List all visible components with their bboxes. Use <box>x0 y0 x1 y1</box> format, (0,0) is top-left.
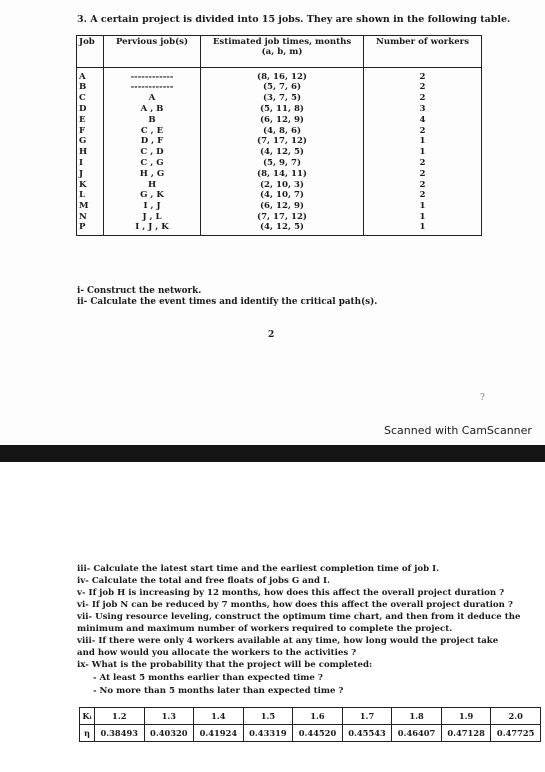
workers-cell: 2 <box>364 93 482 104</box>
jobs-table <box>76 35 482 236</box>
job-cell: K <box>77 179 104 190</box>
times-cell: (5, 11, 8) <box>201 104 364 115</box>
table-row <box>77 190 482 201</box>
eta-value-cell: 0.40320 <box>144 725 194 742</box>
table-row <box>77 147 482 158</box>
instruction-2: ii- Calculate the event times and identify the critical path(s). <box>77 297 378 307</box>
table-row <box>77 93 482 104</box>
workers-cell: 2 <box>364 125 482 136</box>
stray-mark: ? <box>480 393 485 403</box>
times-cell: (4, 12, 5) <box>201 222 364 236</box>
workers-cell: 2 <box>364 68 482 83</box>
eta-label: η <box>80 725 95 742</box>
header-previous-jobs: Pervious job(s) <box>104 36 201 68</box>
table-row <box>77 136 482 147</box>
workers-cell: 3 <box>364 104 482 115</box>
table-row <box>77 82 482 93</box>
k-label: Kᵢ <box>80 708 95 725</box>
job-cell: E <box>77 114 104 125</box>
times-cell: (7, 17, 12) <box>201 212 364 223</box>
job-cell: F <box>77 125 104 136</box>
probability-table <box>79 707 541 742</box>
job-cell: I <box>77 158 104 169</box>
job-cell: M <box>77 201 104 212</box>
prev-cell: G , K <box>104 190 201 201</box>
question-vii-cont: minimum and maximum number of workers required to complete the project. <box>77 624 453 634</box>
k-value-cell: 1.3 <box>144 708 194 725</box>
job-cell: H <box>77 147 104 158</box>
workers-cell: 2 <box>364 82 482 93</box>
table-row <box>77 158 482 169</box>
header-estimated-times <box>201 36 364 68</box>
job-cell: D <box>77 104 104 115</box>
prev-cell: D , F <box>104 136 201 147</box>
header-job: Job <box>77 36 104 68</box>
job-cell: A <box>77 68 104 83</box>
job-cell: C <box>77 93 104 104</box>
job-cell: G <box>77 136 104 147</box>
eta-value-cell: 0.45543 <box>342 725 392 742</box>
prev-cell: I , J , K <box>104 222 201 236</box>
prev-cell: H <box>104 179 201 190</box>
question-title: 3. A certain project is divided into 15 jobs. They are shown in the following table. <box>77 14 511 25</box>
instruction-1: i- Construct the network. <box>77 286 202 296</box>
question-v: v- If job H is increasing by 12 months, how does this affect the overall project duration ? <box>77 588 505 598</box>
times-cell: (4, 8, 6) <box>201 125 364 136</box>
header-estimated-sub: (a, b, m) <box>261 47 303 57</box>
prev-cell: C , G <box>104 158 201 169</box>
workers-cell: 1 <box>364 222 482 236</box>
table-row <box>77 222 482 236</box>
prev-cell: A <box>104 93 201 104</box>
question-vi: vi- If job N can be reduced by 7 months, how does this affect the overall project duration ? <box>77 600 513 610</box>
table-row <box>77 104 482 115</box>
times-cell: (5, 9, 7) <box>201 158 364 169</box>
prev-cell: ------------ <box>104 82 201 93</box>
times-cell: (6, 12, 9) <box>201 201 364 212</box>
workers-cell: 4 <box>364 114 482 125</box>
k-value-cell: 1.8 <box>392 708 442 725</box>
scanner-watermark: Scanned with CamScanner <box>384 424 532 437</box>
page-separator <box>0 445 545 462</box>
workers-cell: 2 <box>364 158 482 169</box>
workers-cell: 1 <box>364 147 482 158</box>
times-cell: (8, 16, 12) <box>201 68 364 83</box>
k-value-cell: 1.2 <box>95 708 145 725</box>
times-cell: (5, 7, 6) <box>201 82 364 93</box>
job-cell: L <box>77 190 104 201</box>
prev-cell: A , B <box>104 104 201 115</box>
question-iv: iv- Calculate the total and free floats of jobs G and I. <box>77 576 330 586</box>
question-ix-a: - At least 5 months earlier than expected time ? <box>93 673 323 683</box>
prev-cell: C , D <box>104 147 201 158</box>
page-number: 2 <box>268 330 275 340</box>
table-row <box>77 114 482 125</box>
job-cell: J <box>77 168 104 179</box>
table-row <box>77 125 482 136</box>
eta-value-cell: 0.41924 <box>194 725 244 742</box>
workers-cell: 2 <box>364 168 482 179</box>
k-value-cell: 1.7 <box>342 708 392 725</box>
workers-cell: 1 <box>364 136 482 147</box>
k-row <box>80 708 541 725</box>
header-estimated-title: Estimated job times, months <box>212 37 352 47</box>
job-cell: B <box>77 82 104 93</box>
table-row <box>77 168 482 179</box>
prev-cell: I , J <box>104 201 201 212</box>
table-row <box>77 212 482 223</box>
table-row <box>77 179 482 190</box>
times-cell: (3, 7, 5) <box>201 93 364 104</box>
prev-cell: J , L <box>104 212 201 223</box>
k-value-cell: 2.0 <box>491 708 541 725</box>
times-cell: (8, 14, 11) <box>201 168 364 179</box>
eta-value-cell: 0.47725 <box>491 725 541 742</box>
workers-cell: 1 <box>364 201 482 212</box>
job-cell: P <box>77 222 104 236</box>
header-workers: Number of workers <box>364 36 482 68</box>
eta-value-cell: 0.46407 <box>392 725 442 742</box>
k-value-cell: 1.9 <box>441 708 491 725</box>
question-iii: iii- Calculate the latest start time and the earliest completion time of job I. <box>77 564 440 574</box>
table-row <box>77 68 482 83</box>
prev-cell: H , G <box>104 168 201 179</box>
k-value-cell: 1.5 <box>243 708 293 725</box>
eta-value-cell: 0.44520 <box>293 725 343 742</box>
times-cell: (6, 12, 9) <box>201 114 364 125</box>
prev-cell: ------------ <box>104 68 201 83</box>
workers-cell: 2 <box>364 179 482 190</box>
table-row <box>77 201 482 212</box>
question-ix-b: - No more than 5 months later than expected time ? <box>93 686 344 696</box>
question-vii: vii- Using resource leveling, construct the optimum time chart, and then from it deduce the <box>77 612 521 622</box>
eta-row <box>80 725 541 742</box>
eta-value-cell: 0.38493 <box>95 725 145 742</box>
k-value-cell: 1.6 <box>293 708 343 725</box>
question-viii: viii- If there were only 4 workers available at any time, how long would the project take <box>77 636 499 646</box>
times-cell: (2, 10, 3) <box>201 179 364 190</box>
prev-cell: C , E <box>104 125 201 136</box>
eta-value-cell: 0.43319 <box>243 725 293 742</box>
times-cell: (4, 10, 7) <box>201 190 364 201</box>
jobs-table-body <box>77 68 482 236</box>
eta-value-cell: 0.47128 <box>441 725 491 742</box>
workers-cell: 1 <box>364 212 482 223</box>
times-cell: (4, 12, 5) <box>201 147 364 158</box>
job-cell: N <box>77 212 104 223</box>
question-viii-cont: and how would you allocate the workers to the activities ? <box>77 648 357 658</box>
k-value-cell: 1.4 <box>194 708 244 725</box>
question-ix: ix- What is the probability that the project will be completed: <box>77 660 373 670</box>
prev-cell: B <box>104 114 201 125</box>
workers-cell: 2 <box>364 190 482 201</box>
times-cell: (7, 17, 12) <box>201 136 364 147</box>
